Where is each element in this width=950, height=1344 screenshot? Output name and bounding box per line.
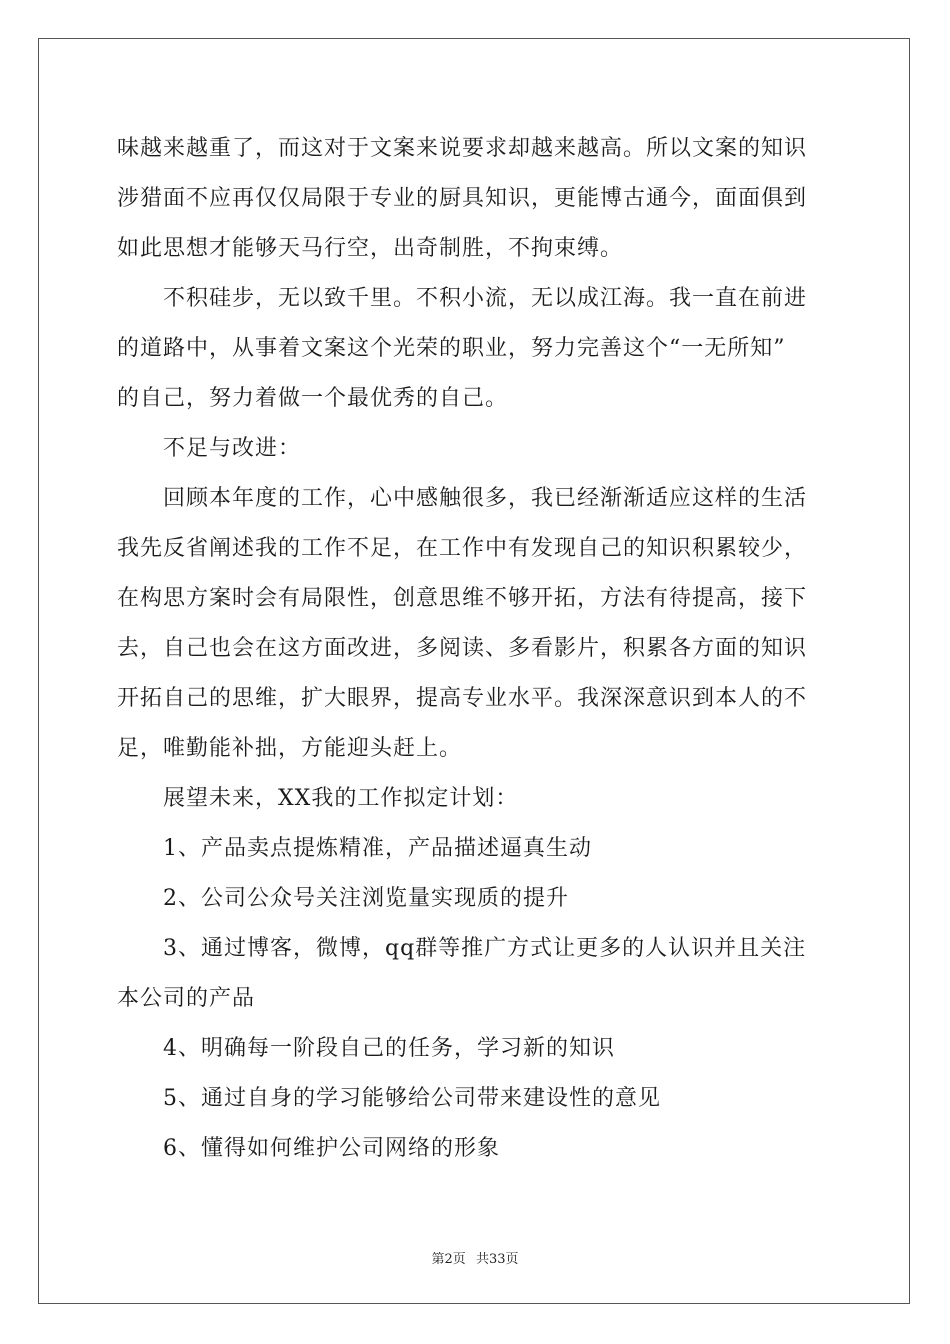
- text-line: 开拓自己的思维，扩大眼界，提高专业水平。我深深意识到本人的不: [117, 686, 808, 711]
- text-line: 的自己，努力着做一个最优秀的自己。: [117, 386, 509, 411]
- text-line: 3、通过博客，微博，qq群等推广方式让更多的人认识并且关注: [163, 936, 807, 961]
- text-line: 1、产品卖点提炼精准，产品描述逼真生动: [163, 836, 592, 861]
- text-line: 2、公司公众号关注浏览量实现质的提升: [163, 886, 569, 911]
- text-line: 我先反省阐述我的工作不足，在工作中有发现自己的知识积累较少，: [117, 536, 808, 561]
- text-line: 不足与改进：: [163, 436, 302, 461]
- page-number: 第2页: [431, 1252, 466, 1267]
- text-line: 展望未来，XX我的工作拟定计划：: [163, 786, 519, 811]
- text-line: 不积硅步，无以致千里。不积小流，无以成江海。我一直在前进: [163, 286, 808, 311]
- text-line: 4、明确每一阶段自己的任务，学习新的知识: [163, 1036, 615, 1061]
- text-line: 去，自己也会在这方面改进，多阅读、多看影片，积累各方面的知识: [117, 636, 808, 661]
- text-line: 在构思方案时会有局限性，创意思维不够开拓，方法有待提高，接下: [117, 586, 808, 611]
- text-line: 本公司的产品: [117, 986, 256, 1011]
- text-line: 5、通过自身的学习能够给公司带来建设性的意见: [163, 1086, 661, 1111]
- text-line: 如此思想才能够天马行空，出奇制胜，不拘束缚。: [117, 236, 624, 261]
- text-line: 的道路中，从事着文案这个光荣的职业，努力完善这个“一无所知”: [117, 336, 786, 361]
- text-line: 涉猎面不应再仅仅局限于专业的厨具知识，更能博古通今，面面俱到: [117, 186, 808, 211]
- text-line: 6、懂得如何维护公司网络的形象: [163, 1136, 500, 1161]
- text-line: 回顾本年度的工作，心中感触很多，我已经渐渐适应这样的生活: [163, 486, 808, 511]
- document-body: [117, 124, 837, 1174]
- page-footer: [0, 1248, 950, 1267]
- page-total: 共33页: [475, 1252, 519, 1267]
- text-line: 味越来越重了，而这对于文案来说要求却越来越高。所以文案的知识: [117, 136, 808, 161]
- text-line: 足，唯勤能补拙，方能迎头赶上。: [117, 736, 463, 761]
